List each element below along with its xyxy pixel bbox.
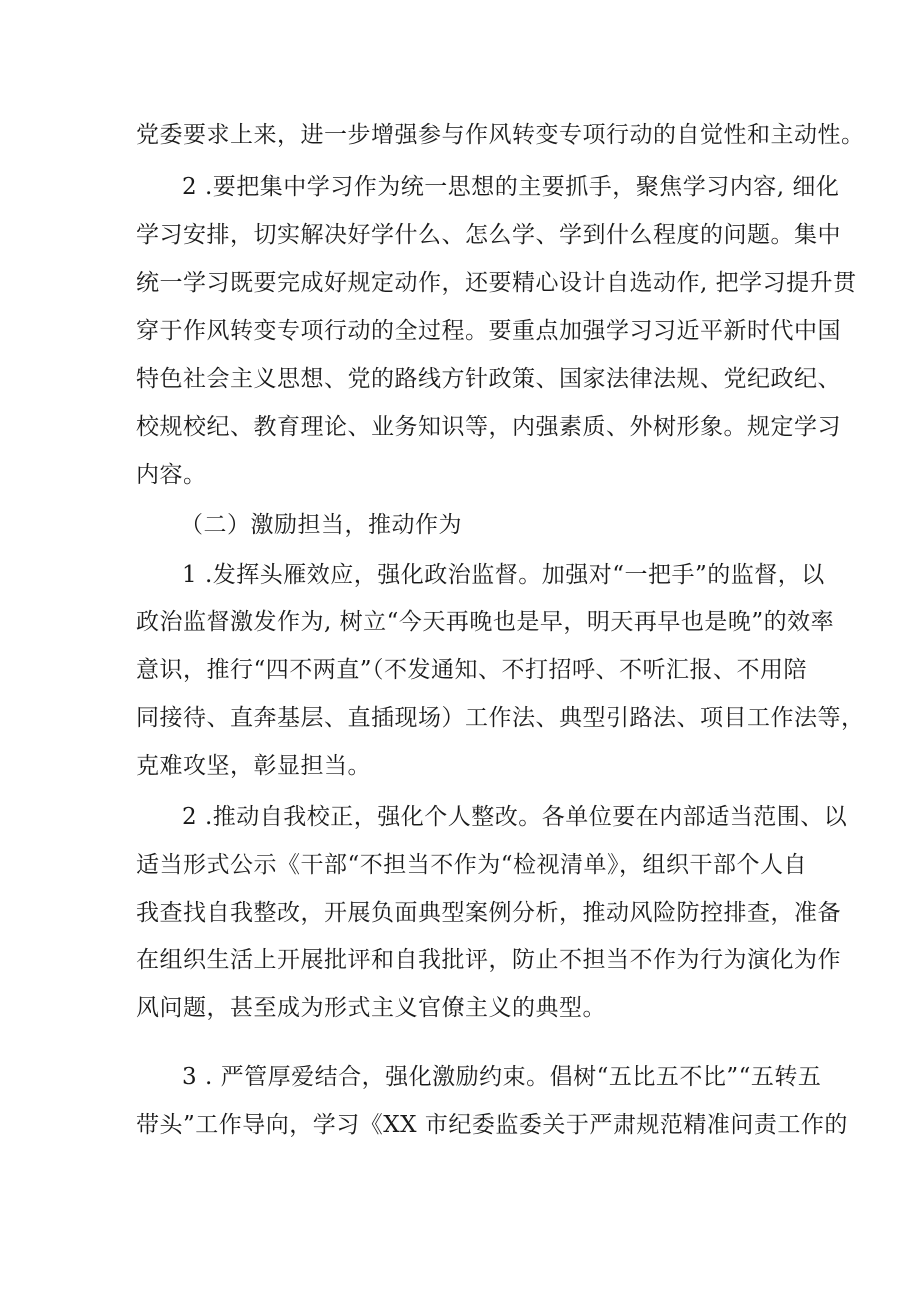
- paragraph-line: 克难攻坚，彰显担当。: [136, 753, 371, 779]
- paragraph-line: 意识，推行“四不两直”（不发通知、不打招呼、不听汇报、不用陪: [136, 657, 808, 683]
- paragraph-line: 适当形式公示《干部“不担当不作为“检视清单》，组织干部个人自: [136, 852, 808, 878]
- paragraph-line: 带头”工作导向，学习《XX 市纪委监委关于严肃规范精准问责工作的: [136, 1112, 848, 1138]
- paragraph-line: 3 . 严管厚爱结合，强化激励约束。倡树“五比五不比”“五转五: [182, 1064, 822, 1090]
- paragraph-line: 学习安排，切实解决好学什么、怎么学、学到什么程度的问题。集中: [136, 222, 841, 248]
- paragraph-line: 风问题，甚至成为形式主义官僚主义的典型。: [136, 995, 606, 1021]
- paragraph-line: 校规校纪、教育理论、业务知识等，内强素质、外树形象。规定学习: [136, 414, 841, 440]
- paragraph-line: 1 .发挥头雁效应，强化政治监督。加强对“一把手”的监督，以: [182, 562, 825, 588]
- paragraph-line: 2 .推动自我校正，强化个人整改。各单位要在内部适当范围、以: [182, 804, 848, 830]
- section-heading: （二）激励担当，推动作为: [180, 512, 462, 538]
- paragraph-line: 统一学习既要完成好规定动作，还要精心设计自选动作, 把学习提升贯: [136, 270, 857, 296]
- paragraph-line: 2 .要把集中学习作为统一思想的主要抓手，聚焦学习内容, 细化: [182, 174, 840, 200]
- paragraph-line: 我查找自我整改，开展负面典型案例分析，推动风险防控排查，准备: [136, 900, 841, 926]
- paragraph-line: 政治监督激发作为, 树立“今天再晚也是早，明天再早也是晚”的效率: [136, 609, 835, 635]
- paragraph-line: 在组织生活上开展批评和自我批评，防止不担当不作为行为演化为作: [136, 947, 841, 973]
- paragraph-line: 党委要求上来，进一步增强参与作风转变专项行动的自觉性和主动性。: [136, 122, 865, 148]
- paragraph-line: 穿于作风转变专项行动的全过程。要重点加强学习习近平新时代中国: [136, 318, 841, 344]
- paragraph-line: 同接待、直奔基层、直插现场）工作法、典型引路法、项目工作法等，: [136, 705, 865, 731]
- paragraph-line: 内容。: [136, 462, 207, 488]
- paragraph-line: 特色社会主义思想、党的路线方针政策、国家法律法规、党纪政纪、: [136, 366, 841, 392]
